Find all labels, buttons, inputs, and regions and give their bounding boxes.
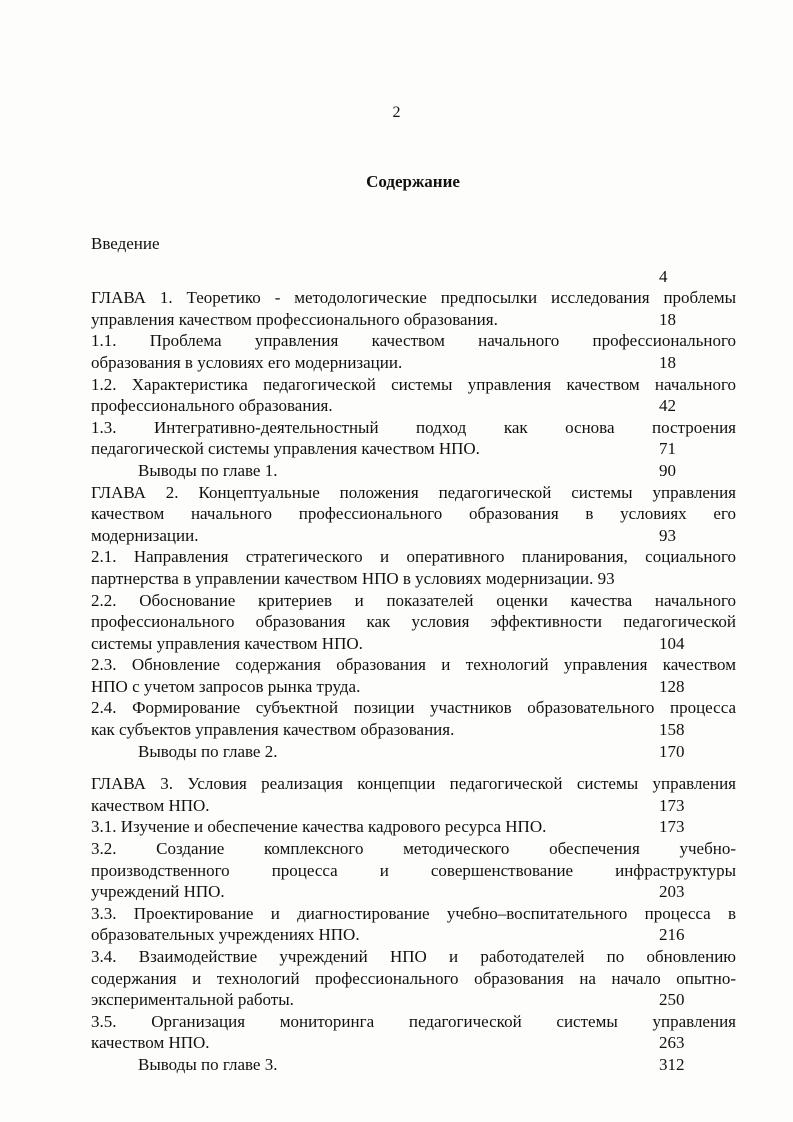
toc-entry-page: 158 [659,720,685,740]
toc-entry-s35[interactable] [91,1011,736,1054]
toc-entry-last-line [91,741,736,763]
toc-entry-s11[interactable] [91,330,736,373]
toc-entry-s23[interactable] [91,654,736,697]
toc-entry-text: качеством НПО. [91,795,210,815]
toc-entry-ch2[interactable] [91,482,736,547]
toc-entry-last-line [91,881,736,903]
toc-entry-page: 250 [659,990,685,1010]
toc-entry-line: содержания и технологий профессионального образования на начало опытно- [91,968,736,988]
toc-entry-page: 170 [659,741,685,761]
toc-entry-page: 216 [659,925,685,945]
toc-entry-page: 42 [659,396,676,416]
toc-entry-page: 203 [659,882,685,902]
page-title: Содержание [366,172,460,191]
toc-entry-line: 3.3. Проектирование и диагностирование учебно–воспитательного процесса в [91,903,736,923]
toc-entry-page: 263 [659,1033,685,1053]
toc-entry-text: образования в условиях его модернизации. [91,352,403,372]
toc-entry-page: 173 [659,795,685,815]
toc-entry-line: 2.4. Формирование субъектной позиции участников образовательного процесса [91,698,736,718]
toc-entry-s21[interactable] [91,546,736,589]
toc-entry-page: 18 [659,309,676,329]
toc-entry-c3[interactable] [91,1054,736,1076]
toc-entry-line: 3.5. Организация мониторинга педагогической системы управления [91,1011,736,1031]
toc-intro-page-line [91,266,736,288]
toc-entry-line: 2.2. Обоснование критериев и показателей оценки качества начального [91,590,736,610]
toc-entry-page: 312 [659,1054,685,1074]
toc-entry-line: производственного процесса и совершенствование инфраструктуры [91,860,736,880]
toc-entry-page: 18 [659,352,676,372]
toc-entry-s22[interactable] [91,590,736,655]
toc-entry-line: ГЛАВА 2. Концептуальные положения педагогической системы управления [91,482,736,502]
toc-entry-text: учреждений НПО. [91,882,225,902]
toc-entry-last-line [91,1032,736,1054]
toc-entry-text: профессионального образования. [91,396,333,416]
toc-entry-line: 2.1. Направления стратегического и оперативного планирования, социального [91,547,736,567]
toc-entry-line: 2.3. Обновление содержания образования и технологий управления качеством [91,655,736,675]
toc-entry-text: качеством НПО. [91,1033,210,1053]
toc-entry-last-line [91,525,736,547]
toc-entry-text: Выводы по главе 3. [138,1054,278,1074]
toc-entry-c1[interactable] [91,460,736,482]
toc-entry-s12[interactable] [91,374,736,417]
toc-entry-c2[interactable] [91,741,736,774]
toc-entry-text: образовательных учреждениях НПО. [91,925,360,945]
toc-entry-ch1[interactable] [91,287,736,330]
toc-entry-s31[interactable] [91,816,736,838]
toc-entry-page: 104 [659,633,685,653]
toc-entry-last-line [91,989,736,1011]
toc-entry-line: 1.1. Проблема управления качеством начального профессионального [91,331,736,351]
toc-entry-line: профессионального образования как условия эффективности педагогической [91,612,736,632]
toc-entry-text: управления качеством профессионального образования. [91,309,498,329]
toc-entry-last-line [91,795,736,817]
toc-entry-line: 1.3. Интегративно-деятельностный подход как основа построения [91,417,736,437]
toc-entry-line: 3.4. Взаимодействие учреждений НПО и работодателей по обновлению [91,947,736,966]
toc-entry-s33[interactable] [91,903,736,946]
table-of-contents [91,233,736,1076]
toc-entry-line: 3.2. Создание комплексного методического обеспечения учебно- [91,839,736,859]
toc-entry-text: экспериментальной работы. [91,990,294,1010]
toc-entry-page: 71 [659,439,676,459]
toc-entry-s32[interactable] [91,838,736,903]
toc-entry-text: Выводы по главе 1. [138,460,278,480]
toc-entry-s34[interactable] [91,946,736,1011]
toc-entry-text: партнерства в управлении качеством НПО в условиях модернизации. 93 [91,568,615,588]
toc-entry-s13[interactable] [91,417,736,460]
toc-entry-last-line [91,438,736,460]
toc-entry-line: ГЛАВА 1. Теоретико - методологические предпосылки исследования проблемы [91,288,736,308]
toc-entry-last-line [91,676,736,698]
toc-entry-last-line [91,460,736,482]
toc-entry-text: как субъектов управления качеством образования. [91,720,455,740]
spacer [91,762,736,773]
spacer [91,255,736,266]
toc-entry-text: 3.1. Изучение и обеспечение качества кадрового ресурса НПО. [91,817,547,837]
toc-entry-ch3[interactable] [91,773,736,816]
toc-intro-page: 4 [659,266,668,286]
toc-intro-label[interactable]: Введение [91,234,160,253]
toc-entry-text: НПО с учетом запросов рынка труда. [91,676,361,696]
toc-entry-text: педагогической системы управления качеством НПО. [91,439,480,459]
toc-entry-page: 173 [659,817,685,837]
toc-entries [91,287,736,1075]
toc-entry-page: 128 [659,676,685,696]
toc-entry-last-line [91,924,736,946]
toc-entry-last-line [91,352,736,374]
toc-entry-last-line [91,395,736,417]
toc-entry-last-line [91,719,736,741]
toc-entry-line: качеством начального профессионального образования в условиях его [91,504,736,524]
toc-entry-text: Выводы по главе 2. [138,741,278,761]
toc-entry-last-line [91,633,736,655]
toc-entry-text: модернизации. [91,525,199,545]
toc-entry-s24[interactable] [91,697,736,740]
page-number: 2 [392,104,401,121]
toc-entry-last-line [91,309,736,331]
toc-entry-last-line [91,568,736,590]
toc-entry-page: 93 [659,525,676,545]
toc-entry-last-line [91,1054,736,1076]
toc-entry-page: 90 [659,460,676,480]
toc-entry-line: 1.2. Характеристика педагогической системы управления качеством начального [91,374,736,394]
toc-entry-line: ГЛАВА 3. Условия реализация концепции педагогической системы управления [91,774,736,794]
toc-entry-text: системы управления качеством НПО. [91,633,363,653]
toc-entry-last-line [91,816,736,838]
